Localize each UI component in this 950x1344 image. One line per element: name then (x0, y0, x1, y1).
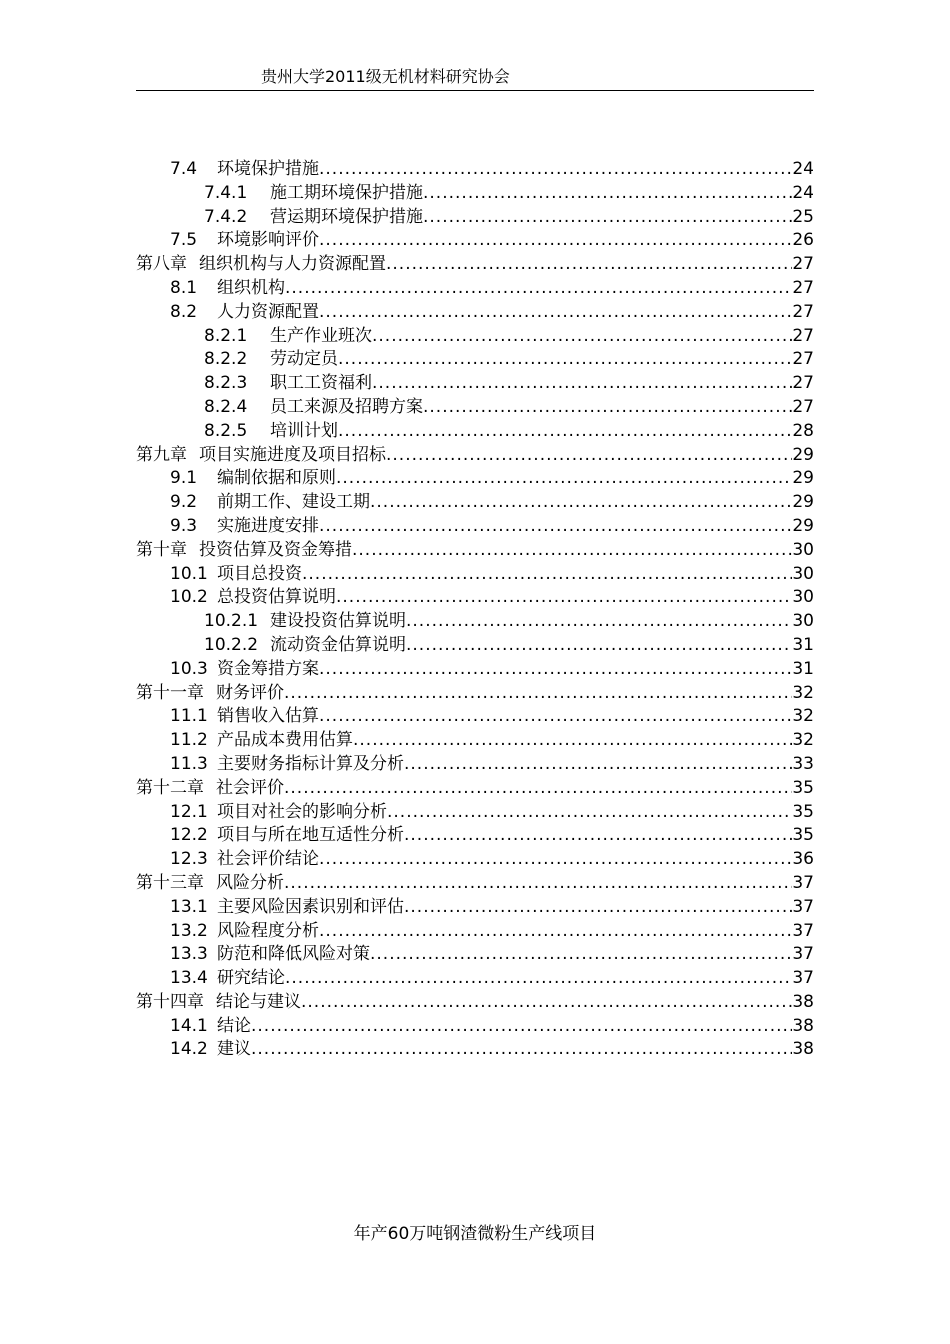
toc-entry-number: 13.3 (170, 944, 208, 965)
toc-entry[interactable] (136, 515, 814, 539)
toc-dot-leader (404, 753, 792, 777)
toc-entry-page-number: 26 (792, 230, 814, 251)
toc-entry-page-number: 27 (792, 277, 814, 298)
toc-entry-page-number: 37 (792, 872, 814, 893)
toc-entry-number: 9.3 (170, 515, 198, 536)
toc-dot-leader (423, 182, 792, 206)
toc-entry[interactable] (136, 563, 814, 587)
toc-dot-leader (285, 277, 792, 301)
toc-entry[interactable] (136, 467, 814, 491)
toc-entry-title: 流动资金估算说明 (270, 634, 406, 655)
toc-entry[interactable] (136, 1038, 814, 1062)
toc-entry-page-number: 27 (792, 349, 814, 370)
toc-entry[interactable] (136, 372, 814, 396)
toc-entry-title: 人力资源配置 (217, 301, 319, 322)
toc-dot-leader (423, 206, 792, 230)
toc-entry-number: 8.2.5 (204, 420, 248, 441)
header-title: 贵州大学2011级无机材料研究协会 (261, 67, 510, 86)
toc-entry[interactable] (136, 420, 814, 444)
toc-entry-page-number: 32 (792, 682, 814, 703)
toc-entry-page-number: 29 (792, 468, 814, 489)
toc-dot-leader (353, 729, 792, 753)
toc-dot-leader (406, 634, 792, 658)
toc-entry-number: 8.2.3 (204, 373, 248, 394)
toc-entry-page-number: 28 (792, 420, 814, 441)
toc-entry[interactable] (136, 753, 814, 777)
toc-entry-page-number: 38 (792, 1039, 814, 1060)
toc-entry-number: 7.4 (170, 159, 198, 179)
toc-entry-title: 组织机构 (217, 277, 285, 298)
toc-dot-leader (372, 372, 792, 396)
toc-entry-title: 营运期环境保护措施 (270, 206, 423, 227)
toc-entry-title: 资金筹措方案 (217, 658, 319, 679)
toc-entry[interactable] (136, 301, 814, 325)
toc-dot-leader (285, 967, 792, 991)
toc-entry-title: 编制依据和原则 (217, 468, 336, 489)
header-divider (136, 90, 814, 91)
toc-entry-page-number: 36 (792, 849, 814, 870)
toc-entry-number: 第十二章 (136, 777, 204, 798)
toc-entry-page-number: 37 (792, 920, 814, 941)
toc-entry-number: 11.3 (170, 753, 208, 774)
toc-entry-number: 13.4 (170, 968, 208, 989)
toc-dot-leader (319, 229, 792, 253)
toc-entry-number: 8.2.4 (204, 396, 248, 417)
toc-entry-number: 8.2 (170, 301, 198, 322)
toc-entry-number: 第十章 (136, 539, 187, 560)
toc-entry-title: 劳动定员 (270, 349, 338, 370)
toc-entry-page-number: 38 (792, 991, 814, 1012)
toc-entry-page-number: 24 (792, 159, 814, 179)
toc-entry-title: 环境影响评价 (217, 230, 319, 251)
toc-dot-leader (319, 301, 792, 325)
toc-entry-number: 第十四章 (136, 991, 204, 1012)
toc-entry-title: 前期工作、建设工期 (217, 492, 370, 513)
toc-dot-leader (386, 444, 792, 468)
toc-entry[interactable] (136, 396, 814, 420)
toc-dot-leader (251, 1038, 792, 1062)
toc-entry[interactable] (136, 1015, 814, 1039)
toc-entry-number: 7.4.2 (204, 206, 248, 227)
toc-entry-number: 8.1 (170, 277, 198, 298)
toc-dot-leader (336, 586, 792, 610)
toc-entry[interactable] (136, 682, 814, 706)
toc-dot-leader (319, 705, 792, 729)
toc-entry[interactable] (136, 824, 814, 848)
toc-dot-leader (338, 420, 792, 444)
toc-entry[interactable] (136, 991, 814, 1015)
toc-dot-leader (370, 491, 792, 515)
toc-entry-title: 实施进度安排 (217, 515, 319, 536)
toc-entry-number: 9.2 (170, 492, 198, 513)
toc-dot-leader (387, 801, 792, 825)
toc-entry[interactable] (136, 705, 814, 729)
page-footer (0, 1222, 950, 1246)
toc-entry-number: 8.2.2 (204, 349, 248, 370)
toc-entry-page-number: 29 (792, 515, 814, 536)
toc-entry-title: 建设投资估算说明 (270, 611, 406, 632)
toc-entry[interactable] (136, 206, 814, 230)
toc-entry[interactable] (136, 253, 814, 277)
toc-entry[interactable] (136, 491, 814, 515)
toc-dot-leader (404, 824, 792, 848)
toc-dot-leader (338, 348, 792, 372)
toc-entry-number: 第九章 (136, 444, 187, 465)
toc-entry-title: 结论与建议 (216, 991, 301, 1012)
toc-entry-title: 项目实施进度及项目招标 (199, 444, 386, 465)
toc-entry-number: 12.2 (170, 825, 208, 846)
toc-entry[interactable] (136, 182, 814, 206)
toc-dot-leader (372, 325, 792, 349)
toc-dot-leader (406, 610, 792, 634)
toc-entry[interactable] (136, 896, 814, 920)
toc-entry-title: 项目总投资 (217, 563, 302, 584)
toc-entry-title: 产品成本费用估算 (217, 730, 353, 751)
toc-entry[interactable] (136, 325, 814, 349)
toc-entry[interactable] (136, 943, 814, 967)
toc-entry-title: 员工来源及招聘方案 (270, 396, 423, 417)
toc-entry[interactable] (136, 848, 814, 872)
toc-dot-leader (302, 563, 792, 587)
footer-title: 年产60万吨钢渣微粉生产线项目 (353, 1224, 597, 1244)
toc-entry-title: 销售收入估算 (217, 706, 319, 727)
toc-dot-leader (319, 158, 792, 182)
toc-entry[interactable] (136, 777, 814, 801)
toc-entry-title: 职工工资福利 (270, 373, 372, 394)
toc-entry-title: 生产作业班次 (270, 325, 372, 346)
toc-entry-page-number: 35 (792, 801, 814, 822)
toc-entry-title: 投资估算及资金筹措 (199, 539, 352, 560)
toc-entry[interactable] (136, 634, 814, 658)
toc-entry-title: 项目对社会的影响分析 (217, 801, 387, 822)
toc-entry[interactable] (136, 277, 814, 301)
toc-entry-page-number: 29 (792, 444, 814, 465)
toc-entry-number: 12.3 (170, 849, 208, 870)
toc-entry[interactable] (136, 801, 814, 825)
toc-dot-leader (404, 896, 792, 920)
toc-entry-page-number: 35 (792, 825, 814, 846)
toc-entry-number: 14.2 (170, 1039, 208, 1060)
toc-dot-leader (336, 467, 792, 491)
toc-entry[interactable] (136, 872, 814, 896)
toc-entry-page-number: 32 (792, 730, 814, 751)
toc-entry-number: 11.1 (170, 706, 208, 727)
toc-entry-number: 12.1 (170, 801, 208, 822)
toc-entry-number: 13.2 (170, 920, 208, 941)
toc-dot-leader (251, 1015, 792, 1039)
toc-entry-page-number: 29 (792, 492, 814, 513)
toc-entry-title: 社会评价 (216, 777, 284, 798)
toc-entry-page-number: 38 (792, 1015, 814, 1036)
toc-entry[interactable] (136, 729, 814, 753)
toc-dot-leader (284, 682, 792, 706)
toc-entry-number: 9.1 (170, 468, 198, 489)
toc-entry-number: 10.2.2 (204, 634, 259, 655)
toc-entry-number: 第八章 (136, 254, 187, 275)
toc-entry-title: 环境保护措施 (217, 159, 319, 179)
toc-entry-title: 研究结论 (217, 968, 285, 989)
toc-entry-title: 财务评价 (216, 682, 284, 703)
toc-entry-page-number: 37 (792, 968, 814, 989)
toc-entry-title: 防范和降低风险对策 (217, 944, 370, 965)
toc-entry-title: 主要财务指标计算及分析 (217, 753, 404, 774)
toc-dot-leader (284, 872, 792, 896)
page-header (136, 66, 814, 88)
toc-entry[interactable] (136, 967, 814, 991)
toc-entry-title: 总投资估算说明 (217, 587, 336, 608)
toc-entry-number: 10.3 (170, 658, 208, 679)
toc-entry[interactable] (136, 920, 814, 944)
toc-entry[interactable] (136, 586, 814, 610)
toc-entry-title: 主要风险因素识别和评估 (217, 896, 404, 917)
toc-entry-page-number: 31 (792, 634, 814, 655)
toc-entry-title: 建议 (217, 1039, 251, 1060)
toc-entry-number: 13.1 (170, 896, 208, 917)
toc-entry[interactable] (136, 348, 814, 372)
toc-entry[interactable] (136, 610, 814, 634)
toc-entry-number: 7.4.1 (204, 182, 248, 203)
toc-entry-title: 组织机构与人力资源配置 (199, 254, 386, 275)
toc-entry-page-number: 35 (792, 777, 814, 798)
toc-entry[interactable] (136, 444, 814, 468)
toc-dot-leader (423, 396, 792, 420)
toc-dot-leader (319, 515, 792, 539)
toc-dot-leader (352, 539, 792, 563)
toc-entry-number: 第十三章 (136, 872, 204, 893)
toc-entry[interactable] (136, 658, 814, 682)
toc-entry-page-number: 24 (792, 182, 814, 203)
toc-entry-number: 8.2.1 (204, 325, 248, 346)
toc-dot-leader (284, 777, 792, 801)
toc-entry-page-number: 27 (792, 396, 814, 417)
toc-dot-leader (370, 943, 792, 967)
toc-entry[interactable] (136, 158, 814, 182)
toc-entry-page-number: 27 (792, 254, 814, 275)
toc-entry-title: 风险程度分析 (217, 920, 319, 941)
toc-entry-page-number: 32 (792, 706, 814, 727)
toc-entry-page-number: 37 (792, 944, 814, 965)
toc-entry-title: 社会评价结论 (217, 849, 319, 870)
toc-dot-leader (319, 920, 792, 944)
toc-entry-title: 培训计划 (270, 420, 338, 441)
toc-entry-number: 第十一章 (136, 682, 204, 703)
toc-entry-number: 10.1 (170, 563, 208, 584)
toc-entry-title: 风险分析 (216, 872, 284, 893)
toc-entry-number: 10.2 (170, 587, 208, 608)
toc-entry-page-number: 30 (792, 563, 814, 584)
toc-entry-page-number: 30 (792, 611, 814, 632)
toc-entry-title: 施工期环境保护措施 (270, 182, 423, 203)
toc-entry-title: 结论 (217, 1015, 251, 1036)
toc-dot-leader (319, 658, 792, 682)
toc-entry[interactable] (136, 539, 814, 563)
toc-entry-title: 项目与所在地互适性分析 (217, 825, 404, 846)
table-of-contents (136, 158, 814, 1062)
toc-entry-number: 7.5 (170, 230, 198, 251)
toc-entry-page-number: 33 (792, 753, 814, 774)
toc-entry-page-number: 30 (792, 539, 814, 560)
toc-entry-page-number: 31 (792, 658, 814, 679)
toc-entry-number: 14.1 (170, 1015, 208, 1036)
toc-entry-page-number: 27 (792, 301, 814, 322)
toc-entry-number: 10.2.1 (204, 611, 259, 632)
toc-entry-number: 11.2 (170, 730, 208, 751)
toc-dot-leader (386, 253, 792, 277)
toc-entry-page-number: 30 (792, 587, 814, 608)
toc-entry-page-number: 27 (792, 325, 814, 346)
toc-entry-page-number: 37 (792, 896, 814, 917)
toc-dot-leader (319, 848, 792, 872)
toc-entry-page-number: 27 (792, 373, 814, 394)
toc-dot-leader (301, 991, 792, 1015)
toc-entry-page-number: 25 (792, 206, 814, 227)
toc-entry[interactable] (136, 229, 814, 253)
